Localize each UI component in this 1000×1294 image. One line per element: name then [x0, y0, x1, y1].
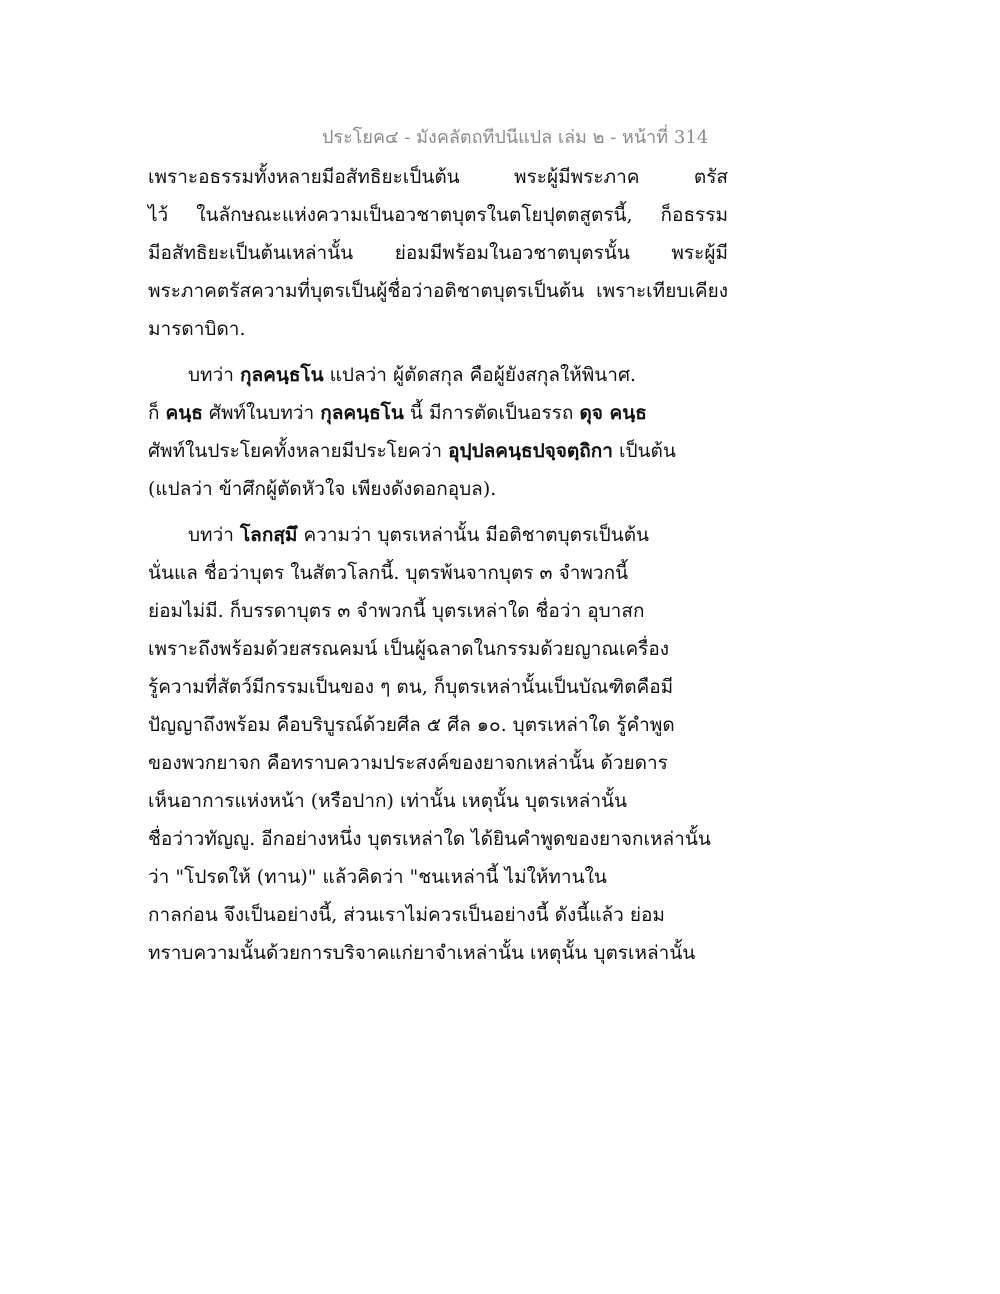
pali-term: โลกสฺมึ — [239, 524, 298, 546]
body-text — [148, 158, 728, 972]
text-line: กาลก่อน จึงเป็นอย่างนี้, ส่วนเราไม่ควรเป็นอย่างนี้ ดังนี้แล้ว ย่อม — [148, 904, 665, 926]
text-line: (แปลว่า ข้าศึกผู้ตัดหัวใจ เพียงดังดอกอุบล). — [148, 478, 497, 500]
text-line: มารดาบิดา. — [148, 318, 246, 340]
paragraph-3 — [148, 516, 728, 972]
text-line: บทว่า กุลคนฺธโน แปลว่า ผู้ตัดสกุล คือผู้ยังสกุลให้พินาศ. — [188, 364, 637, 386]
pali-term: กุลคนฺธโน — [320, 402, 404, 424]
paragraph-2 — [148, 356, 728, 508]
pali-term: อุปฺปลคนฺธปจฺจตฺถิกา — [448, 440, 613, 462]
text-line: ของพวกยาจก คือทราบความประสงค์ของยาจกเหล่านั้น ด้วยดาร — [148, 752, 668, 774]
text-line: ปัญญาถึงพร้อม คือบริบูรณ์ด้วยศีล ๕ ศีล ๑๐. บุตรเหล่าใด รู้คำพูด — [148, 714, 675, 736]
text-line: เพราะอธรรมทั้งหลายมีอสัทธิยะเป็นต้น พระผู้มีพระภาค ตรัส — [148, 166, 728, 188]
page-header: ประโยค๔ - มังคลัตถทีปนีแปล เล่ม ๒ - หน้าที่ 314 — [322, 127, 709, 148]
text-line: ก็ คนฺธ ศัพท์ในบทว่า กุลคนฺธโน นี้ มีการตัดเป็นอรรถ ดุจ คนฺธ — [148, 402, 647, 424]
text-line: มีอสัทธิยะเป็นต้นเหล่านั้น ย่อมมีพร้อมในอวชาตบุตรนั้น พระผู้มี — [148, 242, 728, 264]
text-line: ย่อมไม่มี. ก็บรรดาบุตร ๓ จำพวกนี้ บุตรเหล่าใด ชื่อว่า อุบาสก — [148, 600, 645, 622]
text-line: ทราบความนั้นด้วยการบริจาคแก่ยาจำเหล่านั้น เหตุนั้น บุตรเหล่านั้น — [148, 942, 696, 964]
text-line: ว่า "โปรดให้ (ทาน)" แล้วคิดว่า "ชนเหล่านี้ ไม่ให้ทานใน — [148, 866, 607, 888]
text-line: ไว้ ในลักษณะแห่งความเป็นอวชาตบุตรในตโยปุตตสูตรนี้, ก็อธรรม — [148, 204, 728, 226]
text-line: เพราะถึงพร้อมด้วยสรณคมน์ เป็นผู้ฉลาดในกรรมด้วยญาณเครื่อง — [148, 638, 670, 660]
text-line: ชื่อว่าวทัญญู. อีกอย่างหนึ่ง บุตรเหล่าใด ได้ยินคำพูดของยาจกเหล่านั้น — [148, 828, 711, 850]
text-line: ศัพท์ในประโยคทั้งหลายมีประโยคว่า อุปฺปลคนฺธปจฺจตฺถิกา เป็นต้น — [148, 440, 676, 462]
text-line: รู้ความที่สัตว์มีกรรมเป็นของ ๆ ตน, ก็บุตรเหล่านั้นเป็นบัณฑิตคือมี — [148, 676, 674, 698]
pali-term: คนฺธ — [165, 402, 203, 424]
text-line: นั่นแล ชื่อว่าบุตร ในสัตวโลกนี้. บุตรพ้นจากบุตร ๓ จำพวกนี้ — [148, 562, 629, 584]
pali-term: ดุจ คนฺธ — [579, 402, 647, 424]
text-line: พระภาคตรัสความที่บุตรเป็นผู้ชื่อว่าอติชาตบุตรเป็นต้น เพราะเทียบเคียง — [148, 280, 728, 302]
text-line: เห็นอาการแห่งหน้า (หรือปาก) เท่านั้น เหตุนั้น บุตรเหล่านั้น — [148, 790, 627, 812]
paragraph-1 — [148, 158, 728, 348]
text-line: บทว่า โลกสฺมึ ความว่า บุตรเหล่านั้น มีอติชาตบุตรเป็นต้น — [188, 524, 650, 546]
pali-term: กุลคนฺธโน — [239, 364, 324, 386]
